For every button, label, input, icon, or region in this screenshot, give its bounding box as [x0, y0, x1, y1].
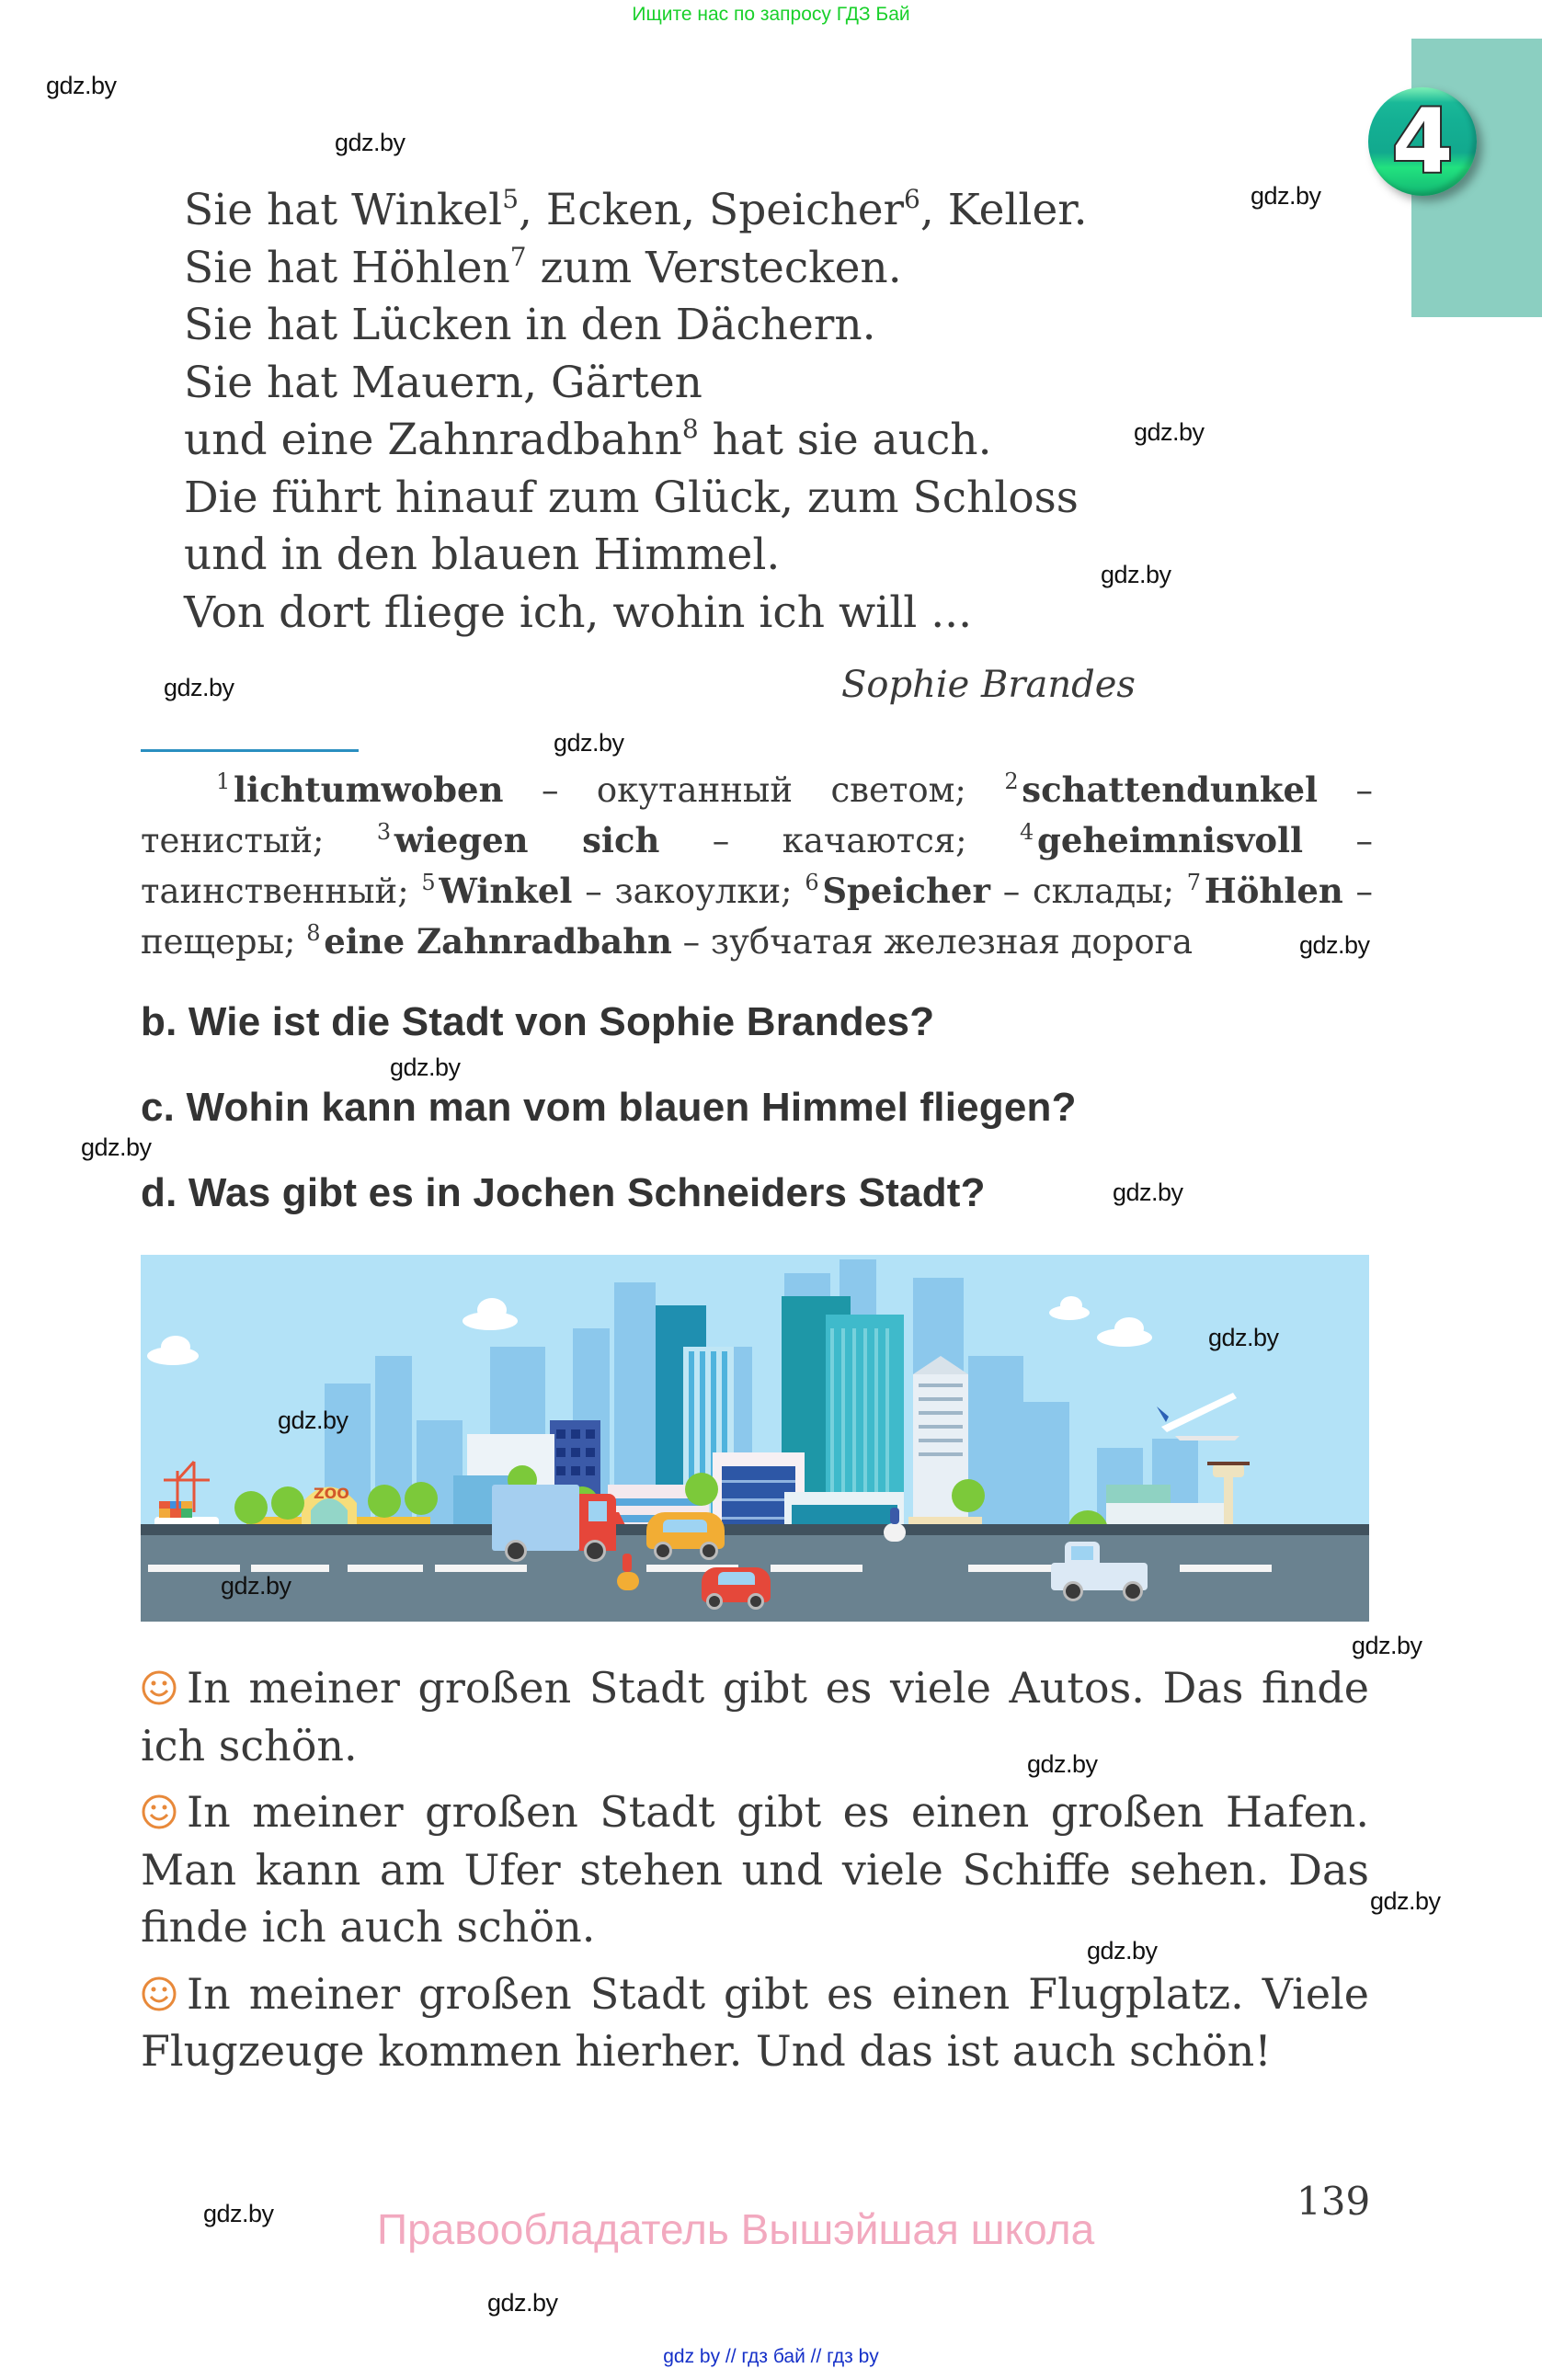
top-banner: Ищите нас по запросу ГДЗ Бай: [632, 4, 910, 25]
watermark: gdz.by: [1134, 418, 1205, 446]
watermark: gdz.by: [1027, 1750, 1098, 1778]
footnote: $^2$ schattendunkel – тенистый;: [141, 769, 1373, 860]
scooter-orange: [617, 1572, 639, 1590]
watermark: gdz.by: [221, 1572, 291, 1600]
watermark: gdz.by: [554, 729, 624, 757]
watermark: gdz.by: [278, 1406, 348, 1434]
watermark: gdz.by: [46, 72, 117, 99]
watermark: gdz.by: [1113, 1179, 1183, 1206]
footnotes: [141, 765, 1373, 967]
footnote: $^7$ Höhlen – пещеры;: [141, 870, 1374, 962]
footnote: $^1$ lichtumwoben – окутанный светом;: [216, 769, 966, 810]
poem-line: Sie hat Lücken in den Dächern.: [184, 300, 876, 350]
truck: [492, 1485, 579, 1551]
chapter-number: 4: [1391, 90, 1454, 193]
footnote-divider: [141, 749, 359, 752]
smiley-icon: [141, 1669, 177, 1706]
watermark: gdz.by: [1352, 1632, 1422, 1659]
answer-item: In meiner großen Stadt gibt es viele Autos. Das finde ich schön.: [141, 1663, 1369, 1771]
page-number: 139: [1296, 2179, 1371, 2224]
watermark: gdz.by: [335, 129, 405, 156]
footnote-list: [141, 765, 1373, 967]
answer-item: In meiner großen Stadt gibt es einen Flugplatz. Viele Flugzeuge kommen hierher. Und das ist auch schön!: [141, 1968, 1369, 2076]
watermark: gdz.by: [1370, 1887, 1441, 1915]
svg-text:ZOO: ZOO: [314, 1485, 349, 1502]
footnote: $^8$ eine Zahnradbahn – зубчатая железная дорога: [306, 920, 1194, 962]
watermark: gdz.by: [164, 674, 234, 701]
poem-author: Sophie Brandes: [841, 664, 1136, 706]
chapter-badge: [1368, 87, 1477, 196]
watermark: gdz.by: [487, 2289, 558, 2317]
poem-line: Sie hat Mauern, Gärten: [184, 357, 702, 408]
watermark: gdz.by: [1299, 931, 1370, 959]
poem-line: Von dort fliege ich, wohin ich will ...: [184, 586, 973, 638]
footnote: $^5$ Winkel – закоулки;: [421, 870, 793, 911]
city-illustration: [141, 1255, 1369, 1622]
poem-line: Sie hat Höhlen$^7$ zum Verstecken.: [184, 241, 902, 293]
footnote: $^6$ Speicher – склады;: [805, 870, 1175, 911]
smiley-icon: [141, 1976, 177, 2012]
smiley-icon: [141, 1794, 177, 1830]
watermark: gdz.by: [1251, 182, 1321, 210]
poem-line: Die führt hinauf zum Glück, zum Schloss: [184, 472, 1079, 523]
poem-line: Sie hat Winkel$^5$, Ecken, Speicher$^6$, Keller.: [184, 184, 1088, 235]
scooter-white: [884, 1523, 906, 1542]
footnote: $^3$ wiegen sich – качаются;: [376, 819, 967, 860]
footer-links[interactable]: gdz by // гдз бай // гдз by: [663, 2346, 879, 2367]
watermark: gdz.by: [1087, 1937, 1158, 1964]
watermark: gdz.by: [203, 2200, 274, 2227]
answer-item: In meiner großen Stadt gibt es einen großen Hafen. Man kann am Ufer stehen und viele Schiffe sehen. Das finde ich auch schön.: [141, 1787, 1369, 1952]
question-b: b. Wie ist die Stadt von Sophie Brandes?: [141, 999, 935, 1044]
poem: [184, 182, 1088, 642]
question-d: d. Was gibt es in Jochen Schneiders Stadt?: [141, 1170, 986, 1215]
poem-line: und in den blauen Himmel.: [184, 530, 781, 580]
copyright-notice: Правообладатель Вышэйшая школа: [377, 2205, 1095, 2253]
watermark: gdz.by: [81, 1133, 152, 1161]
footnote: $^4$ geheimnisvoll – таинственный;: [141, 819, 1373, 911]
watermark: gdz.by: [1101, 561, 1171, 588]
question-c: c. Wohin kann man vom blauen Himmel fliegen?: [141, 1085, 1077, 1130]
answers: [141, 1659, 1369, 2090]
watermark: gdz.by: [390, 1053, 461, 1081]
poem-line: und eine Zahnradbahn$^8$ hat sie auch.: [184, 414, 992, 465]
watermark: gdz.by: [1208, 1324, 1279, 1351]
